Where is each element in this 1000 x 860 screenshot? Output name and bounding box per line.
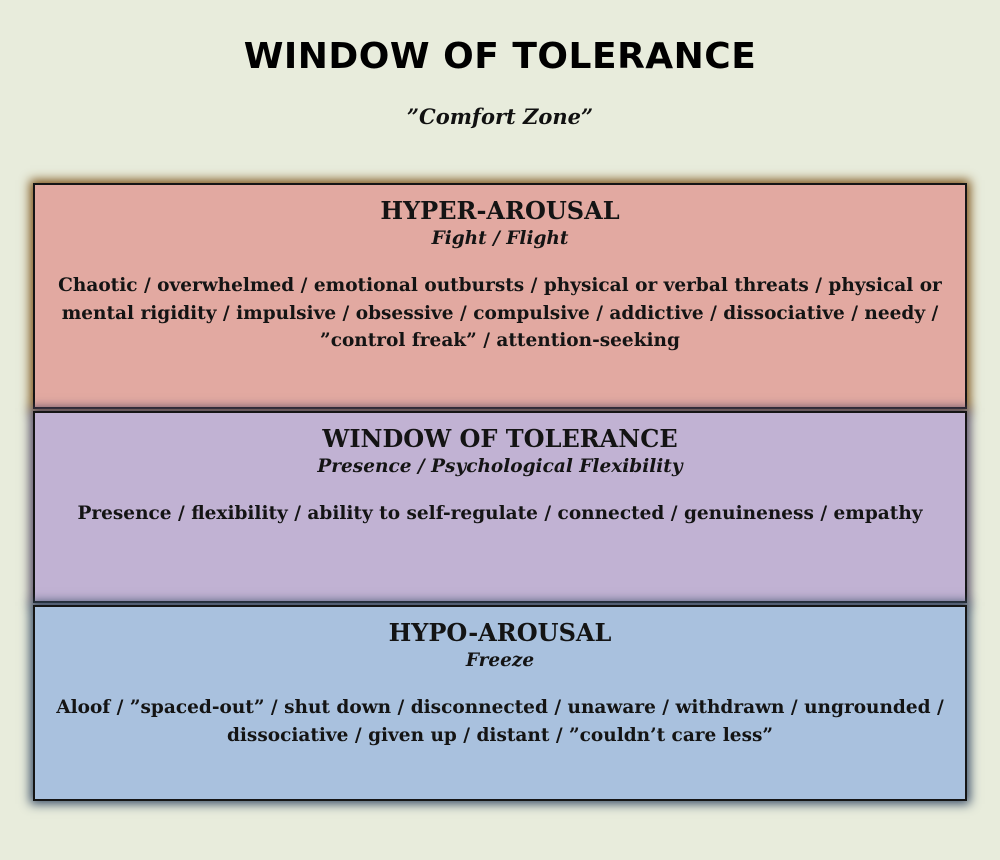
page-title: WINDOW OF TOLERANCE	[243, 36, 757, 77]
zone-hyper-arousal	[33, 183, 967, 409]
zone-heading: HYPO-AROUSAL	[388, 618, 612, 647]
zone-heading: HYPER-AROUSAL	[380, 196, 620, 225]
page-subtitle: ”Comfort Zone”	[406, 104, 594, 129]
zone-window-of-tolerance	[33, 411, 967, 603]
zone-description: Presence / flexibility / ability to self-regulate / connected / genuineness / empathy	[77, 503, 923, 524]
zone-description: Aloof / ”spaced-out” / shut down / disconnected / unaware / withdrawn / ungrounded / dissociative / given up / distant / ”couldn’t care less”	[56, 697, 944, 746]
zone-heading: WINDOW OF TOLERANCE	[322, 424, 678, 453]
zone-hypo-arousal	[33, 605, 967, 801]
zone-description: Chaotic / overwhelmed / emotional outbursts / physical or verbal threats / physical or mental rigidity / impulsive / obsessive / compulsive / addictive / dissociative / needy / ”control freak” / attention-seeking	[58, 275, 942, 351]
zone-subheading: Fight / Flight	[431, 228, 569, 249]
zone-subheading: Freeze	[465, 650, 535, 671]
zone-subheading: Presence / Psychological Flexibility	[317, 456, 683, 477]
